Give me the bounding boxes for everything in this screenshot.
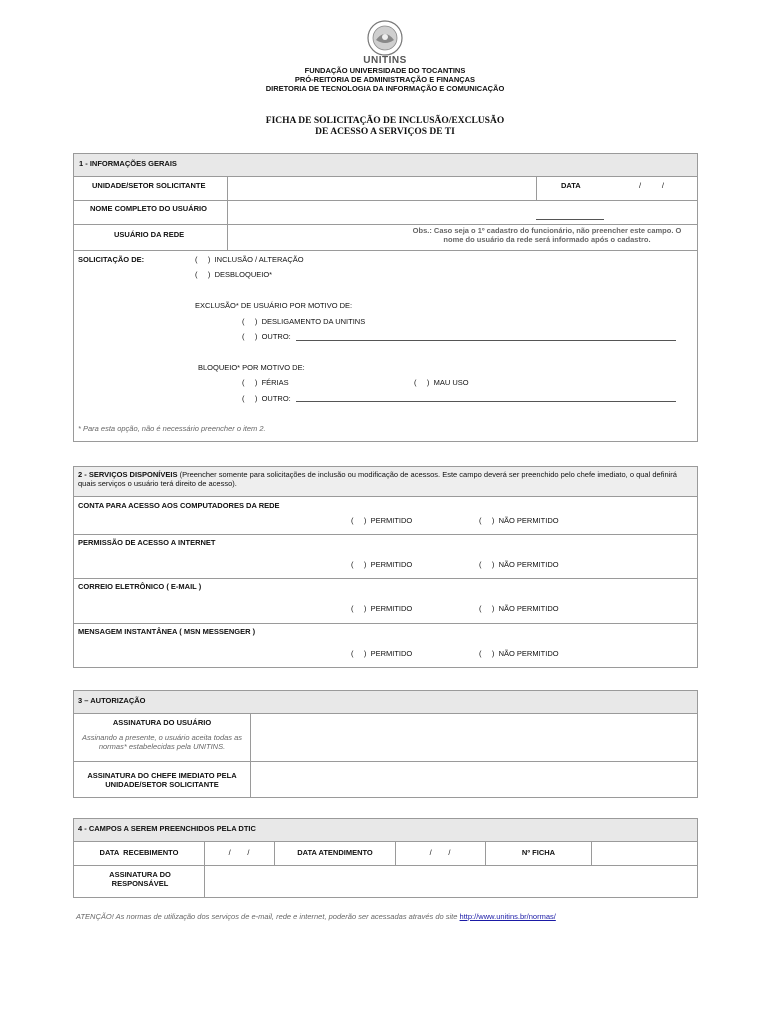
unidade-setor-field[interactable] <box>229 178 534 199</box>
form-title-line-1: FICHA DE SOLICITAÇÃO DE INCLUSÃO/EXCLUSÃO <box>265 116 505 126</box>
section-3-heading: 3 – AUTORIZAÇÃO <box>78 696 146 705</box>
data-atendimento-field[interactable]: / / <box>429 848 451 857</box>
service-conta-rede: CONTA PARA ACESSO AOS COMPUTADORES DA REDE <box>78 501 280 510</box>
bloqueio-heading: BLOQUEIO* POR MOTIVO DE: <box>198 363 305 372</box>
assinatura-usuario-field[interactable] <box>252 715 697 760</box>
assinatura-usuario-note: Assinando a presente, o usuário aceita todas as normas* estabelecidas pela UNITINS. <box>81 733 243 751</box>
service-msn: MENSAGEM INSTANTÂNEA ( MSN MESSENGER ) <box>78 627 256 636</box>
service-internet: PERMISSÃO DE ACESSO A INTERNET <box>78 538 216 547</box>
conta-rede-permitido[interactable]: ( ) PERMITIDO <box>351 516 413 525</box>
outro-exclusao-line[interactable] <box>296 340 676 341</box>
service-email: CORREIO ELETRÔNICO ( E-MAIL ) <box>78 582 202 591</box>
logo <box>358 18 412 68</box>
logo-emblem-icon <box>358 18 412 58</box>
n-ficha-field[interactable] <box>592 843 697 864</box>
option-outro-bloqueio[interactable]: ( ) OUTRO: <box>242 394 291 403</box>
data-label: DATA <box>561 181 581 190</box>
section-2-heading-note: (Preencher somente para solicitações de inclusão ou modificação de acessos. Este campo deverá ser preenchido pelo chefe imediato, o qual definirá quais serviços o usuário terá direito de acesso). <box>78 470 677 488</box>
n-ficha-label: Nº FICHA <box>521 848 556 857</box>
unidade-setor-label: UNIDADE/SETOR SOLICITANTE <box>92 181 206 190</box>
option-desbloqueio[interactable]: ( ) DESBLOQUEIO* <box>195 270 273 279</box>
footer-note-text: ATENÇÃO! As normas de utilização dos serviços de e-mail, rede e internet, poderão ser acessadas através do site <box>76 912 458 921</box>
email-nao-permitido[interactable]: ( ) NÃO PERMITIDO <box>479 604 559 613</box>
assinatura-chefe-field[interactable] <box>252 762 697 797</box>
header-line-3: DIRETORIA DE TECNOLOGIA DA INFORMAÇÃO E COMUNICAÇÃO <box>265 84 505 93</box>
usuario-rede-label: USUÁRIO DA REDE <box>114 230 185 239</box>
form-title-line-2: DE ACESSO A SERVIÇOS DE TI <box>315 127 455 137</box>
exclusao-heading: EXCLUSÃO* DE USUÁRIO POR MOTIVO DE: <box>195 301 353 310</box>
usuario-rede-obs: Obs.: Caso seja o 1º cadastro do funcionário, não preencher este campo. O nome do usuário da rede será informado após o cadastro. <box>412 226 682 244</box>
option-ferias[interactable]: ( ) FÉRIAS <box>242 378 289 387</box>
logo-text: UNITINS <box>363 55 407 66</box>
msn-nao-permitido[interactable]: ( ) NÃO PERMITIDO <box>479 649 559 658</box>
msn-permitido[interactable]: ( ) PERMITIDO <box>351 649 413 658</box>
section-1-heading: 1 - INFORMAÇÕES GERAIS <box>79 159 177 168</box>
header-line-2: PRÓ-REITORIA DE ADMINISTRAÇÃO E FINANÇAS <box>294 75 476 84</box>
assinatura-usuario-label: ASSINATURA DO USUÁRIO <box>112 718 212 727</box>
data-field[interactable]: / / <box>639 181 665 190</box>
nome-completo-label: NOME COMPLETO DO USUÁRIO <box>90 204 207 213</box>
outro-bloqueio-line[interactable] <box>296 401 676 402</box>
section-2-heading-block <box>78 470 688 488</box>
data-recebimento-field[interactable]: / / <box>228 848 250 857</box>
internet-nao-permitido[interactable]: ( ) NÃO PERMITIDO <box>479 560 559 569</box>
option-inclusao-alteracao[interactable]: ( ) INCLUSÃO / ALTERAÇÃO <box>195 255 304 264</box>
email-permitido[interactable]: ( ) PERMITIDO <box>351 604 413 613</box>
header-line-1: FUNDAÇÃO UNIVERSIDADE DO TOCANTINS <box>304 66 466 75</box>
normas-link[interactable]: http://www.unitins.br/normas/ <box>459 912 556 921</box>
assinatura-chefe-label: ASSINATURA DO CHEFE IMEDIATO PELA UNIDADE/SETOR SOLICITANTE <box>87 771 237 789</box>
section-4-heading: 4 - CAMPOS A SEREM PREENCHIDOS PELA DTIC <box>78 824 256 833</box>
data-recebimento-label: DATA RECEBIMENTO <box>99 848 179 857</box>
data-atendimento-label: DATA ATENDIMENTO <box>297 848 373 857</box>
section-2-heading: 2 - SERVIÇOS DISPONÍVEIS <box>78 470 178 479</box>
option-outro-exclusao[interactable]: ( ) OUTRO: <box>242 332 291 341</box>
section-servicos-disponiveis <box>73 466 698 668</box>
section-informacoes-gerais <box>73 153 698 442</box>
conta-rede-nao-permitido[interactable]: ( ) NÃO PERMITIDO <box>479 516 559 525</box>
solicitacao-label: SOLICITAÇÃO DE: <box>78 255 145 264</box>
section-campos-dtic <box>73 818 698 898</box>
footer-note <box>76 912 696 921</box>
nome-completo-field[interactable] <box>229 201 697 223</box>
section-autorizacao <box>73 690 698 798</box>
assinatura-responsavel-label: ASSINATURA DO RESPONSÁVEL <box>109 870 171 888</box>
internet-permitido[interactable]: ( ) PERMITIDO <box>351 560 413 569</box>
option-desligamento[interactable]: ( ) DESLIGAMENTO DA UNITINS <box>242 317 366 326</box>
option-mau-uso[interactable]: ( ) MAU USO <box>414 378 469 387</box>
assinatura-responsavel-field[interactable] <box>206 866 697 897</box>
section-1-footnote: * Para esta opção, não é necessário preencher o item 2. <box>78 424 266 433</box>
